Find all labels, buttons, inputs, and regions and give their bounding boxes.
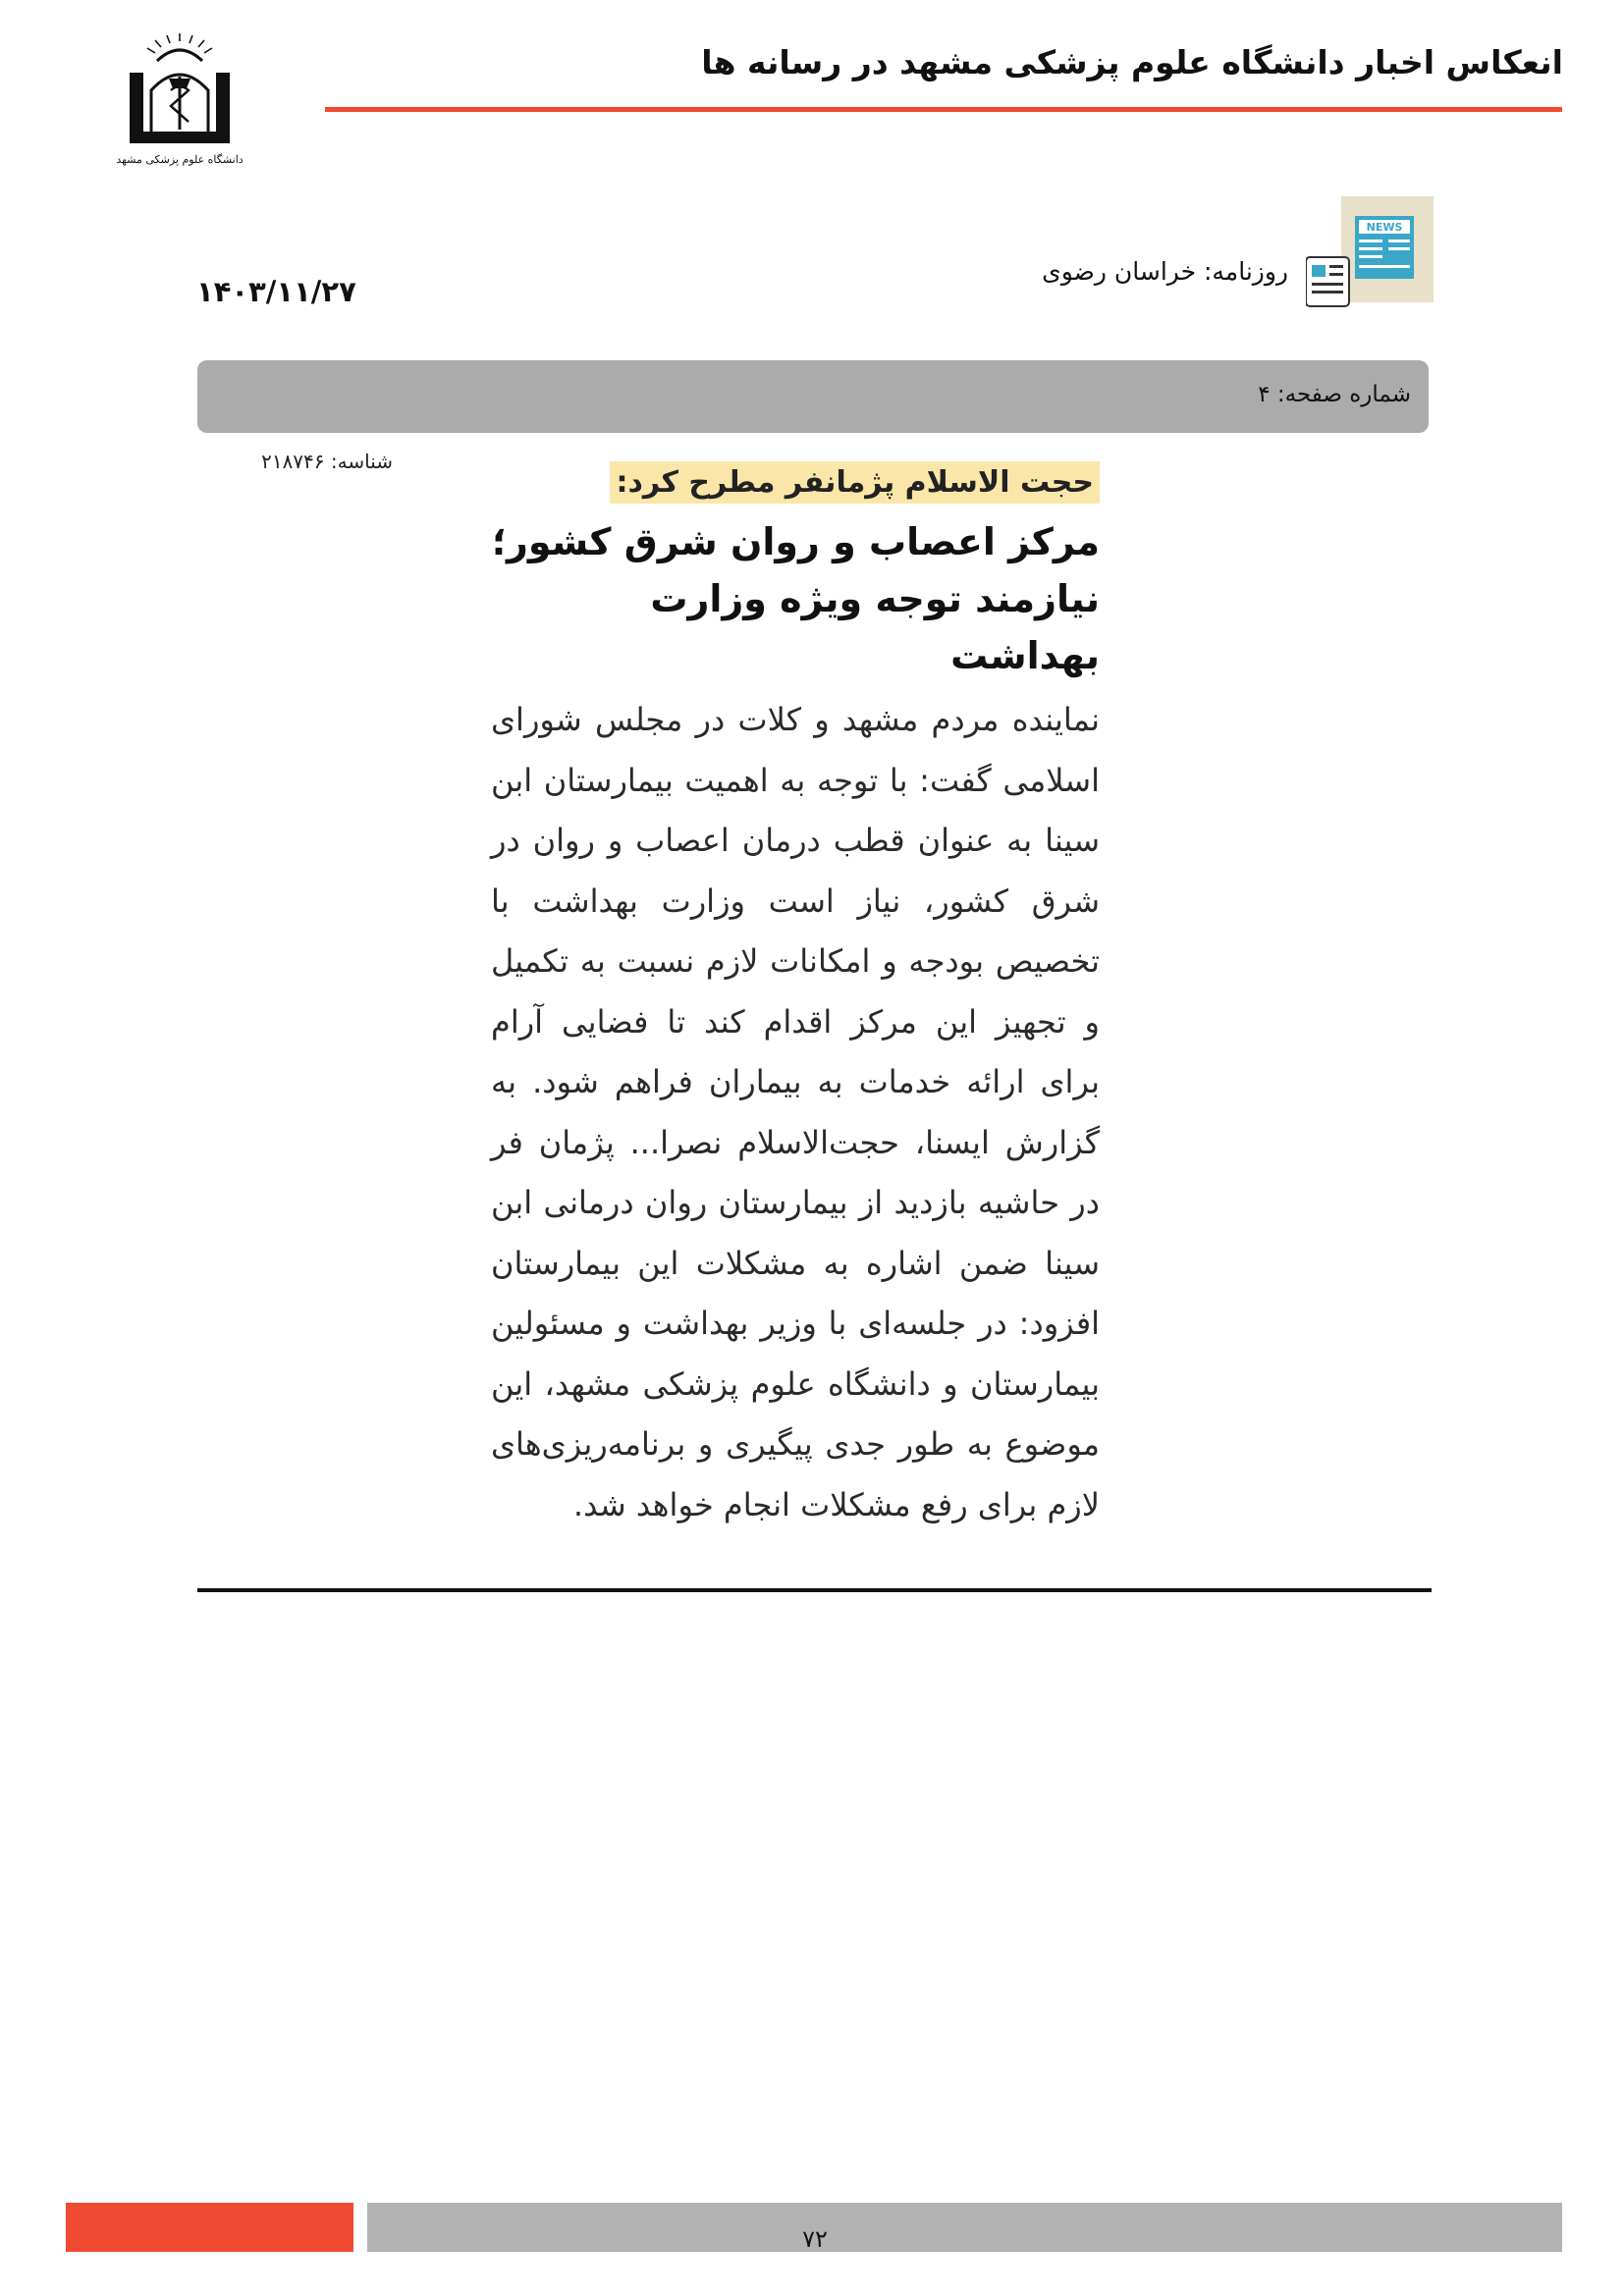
- page-number: [1258, 382, 1411, 407]
- source-label: روزنامه:: [1203, 257, 1288, 286]
- identifier-label: شناسه:: [330, 450, 393, 473]
- header-divider: [325, 107, 1562, 112]
- footer-page-number: ۷۲: [802, 2225, 828, 2253]
- newspaper-icon: [1306, 196, 1434, 309]
- page-number-label: شماره صفحه:: [1276, 382, 1411, 407]
- article-kicker: حجت الاسلام پژمانفر مطرح کرد:: [610, 461, 1100, 504]
- article-body: نماینده مردم مشهد و کلات در مجلس شورای اسلامی گفت: با توجه به اهمیت بیمارستان ابن سینا به عنوان قطب درمان اعصاب و روان در شرق کشور، نیاز است وزارت بهداشت با تخصیص بودجه و امکانات لازم نسبت به تکمیل و تجهیز این مرکز اقدام کند تا فضایی آرام برای ارائه خدمات به بیماران فراهم شود. به گزارش ایسنا، حجت‌الاسلام نصرا... پژمان فر در حاشیه بازدید از بیمارستان روان درمانی ابن سینا ضمن اشاره به مشکلات این بیمارستان افزود: در جلسه‌ای با وزیر بهداشت و مسئولین بیمارستان و دانشگاه علوم پزشکی مشهد، این موضوع به طور جدی پیگیری و برنامه‌ریزی‌های لازم برای رفع مشکلات انجام خواهد شد.: [491, 701, 1100, 1523]
- page-number-value: ۴: [1258, 382, 1271, 407]
- article-clipping: [491, 461, 1100, 1535]
- identifier-value: ۲۱۸۷۴۶: [261, 450, 325, 473]
- article-bottom-divider: [197, 1588, 1432, 1592]
- newspaper-source: [699, 257, 1288, 286]
- document-header-title: انعکاس اخبار دانشگاه علوم پزشکی مشهد در رسانه ها: [701, 43, 1563, 81]
- page-number-bar: [197, 360, 1429, 433]
- article-headline: مرکز اعصاب و روان شرق کشور؛ نیازمند توجه ویژه وزارت بهداشت: [491, 520, 1100, 677]
- svg-text:NEWS: NEWS: [1366, 221, 1403, 234]
- source-name: خراسان رضوی: [1042, 257, 1197, 286]
- mums-logo-icon: [116, 33, 244, 171]
- publication-date: ۱۴۰۳/۱۱/۲۷: [196, 275, 356, 308]
- footer-bar: [367, 2203, 1562, 2252]
- footer-accent-block: [66, 2203, 353, 2252]
- logo-caption: دانشگاه علوم پزشکی مشهد: [116, 153, 244, 166]
- news-identifier: [196, 450, 393, 473]
